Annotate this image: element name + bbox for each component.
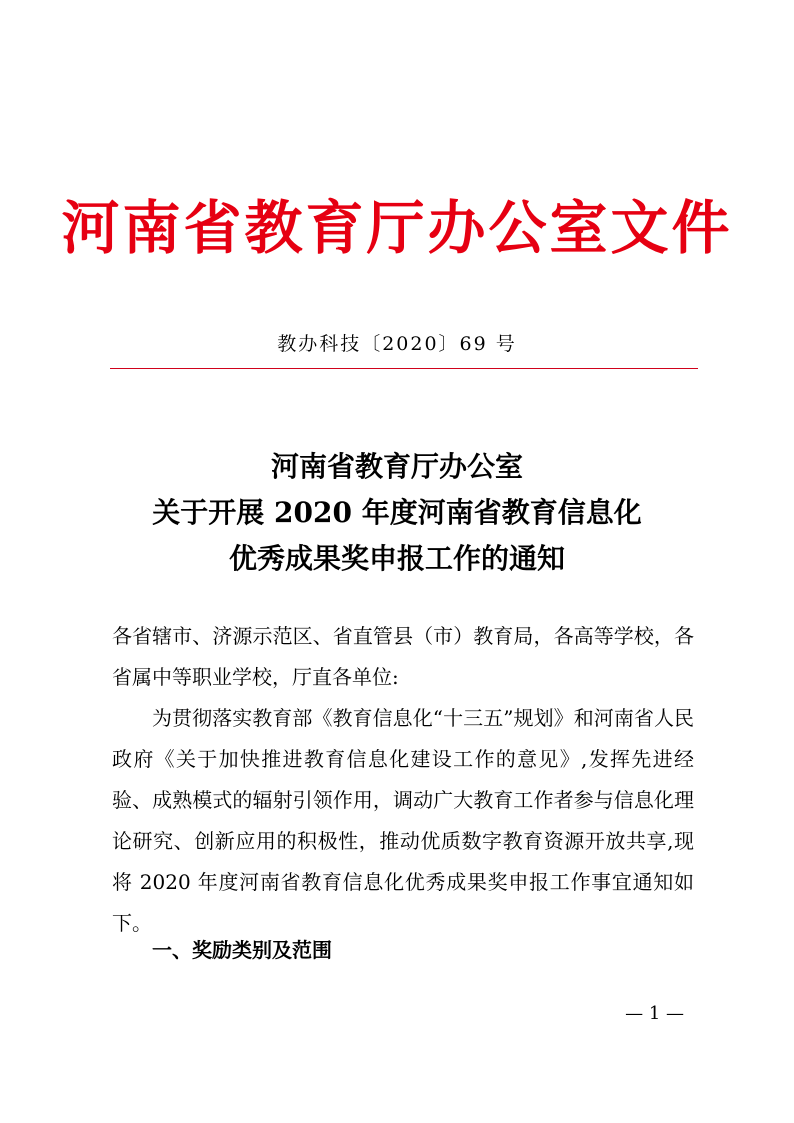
document-number: 教办科技〔2020〕69 号 [277, 333, 517, 355]
page-number: — 1 — [625, 1003, 684, 1024]
notice-title-line-3: 优秀成果奖申报工作的通知 [228, 542, 565, 575]
notice-title-line-2: 关于开展 2020 年度河南省教育信息化 [152, 496, 642, 529]
body-paragraph: 为贯彻落实教育部《教育信息化“十三五”规划》和河南省人民政府《关于加快推进教育信息化建设工作的意见》,发挥先进经验、成熟模式的辐射引领作用，调动广大教育工作者参与信息化理论研究、创新应用的积极性，推动优质数字教育资源开放共享,现将 2020 年度河南省教育信息化优秀成果奖申报工作事宜通知如下。 [112, 706, 694, 935]
notice-title-line-1: 河南省教育厅办公室 [270, 450, 523, 483]
document-header-title: 河南省教育厅办公室文件 [61, 194, 733, 262]
header-divider [110, 368, 698, 369]
salutation: 各省辖市、济源示范区、省直管县（市）教育局，各高等学校，各省属中等职业学校，厅直各单位: [112, 624, 694, 689]
notice-title [0, 444, 794, 582]
section-heading: 一、奖励类别及范围 [152, 938, 332, 962]
notice-body [112, 616, 694, 944]
